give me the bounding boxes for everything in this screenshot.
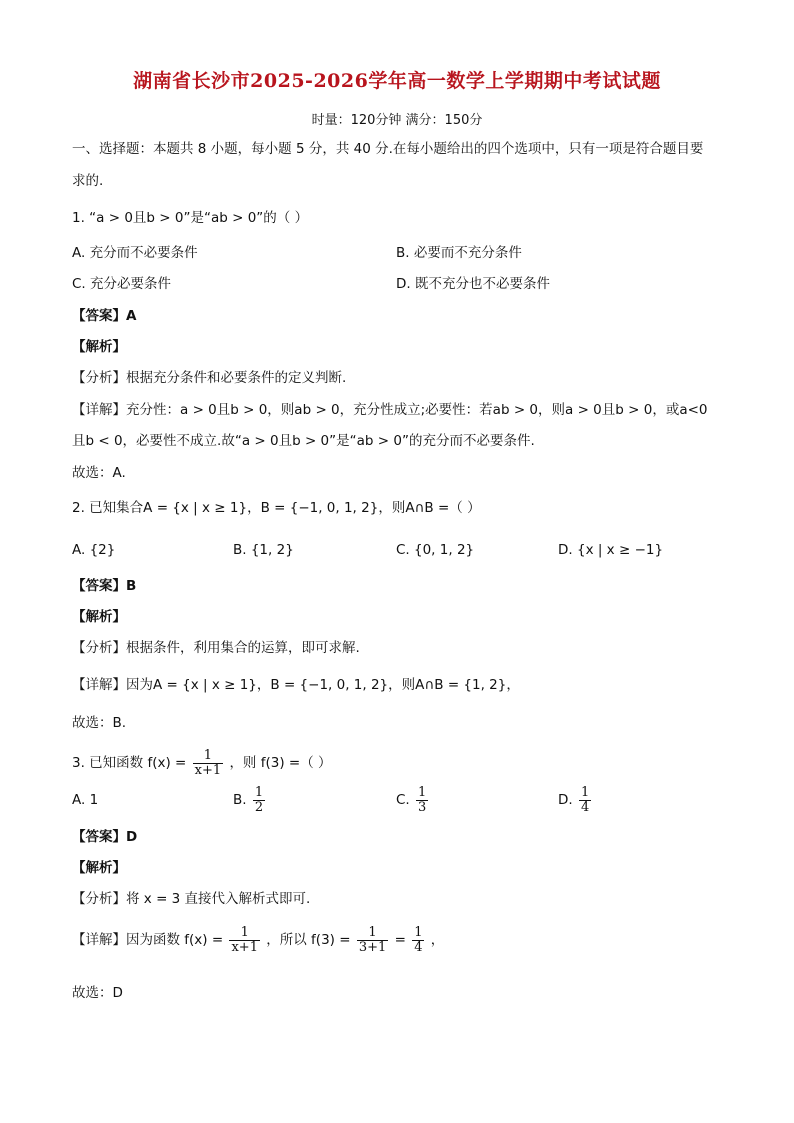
q3-option-b-label: B.	[233, 792, 247, 808]
q3-stem-suffix: ，则 f(3) =（ ）	[229, 755, 332, 771]
q1-option-d: D. 既不充分也不必要条件	[396, 276, 550, 292]
q1-answer: 【答案】A	[72, 308, 137, 324]
q3-option-d	[558, 782, 593, 818]
q1-option-b: B. 必要而不充分条件	[396, 245, 522, 261]
q3-option-d-label: D.	[558, 792, 573, 808]
q3-option-c-den: 3	[418, 799, 427, 815]
q3-option-b-fraction	[253, 786, 265, 815]
q3-xj-num-3: 1	[414, 924, 423, 940]
q2-option-d: D. {x | x ≥ −1}	[558, 542, 664, 558]
q2-option-b: B. {1, 2}	[233, 542, 294, 558]
q3-fenxi: 【分析】将 x = 3 直接代入解析式即可.	[72, 891, 311, 907]
q2-jiexi: 【解析】	[72, 609, 126, 625]
q3-stem-frac-num: 1	[193, 749, 224, 764]
q3-option-c-fraction	[416, 786, 428, 815]
q2-answer: 【答案】B	[72, 578, 137, 594]
q3-xj-num-2: 1	[357, 926, 388, 941]
q1-xiangjie-line2: 且b < 0，必要性不成立.故“a > 0且b > 0”是“ab > 0”的充分而不必要条件.	[72, 433, 535, 449]
q3-stem-fraction	[193, 749, 224, 778]
q3-xj-den-2: 3+1	[358, 939, 387, 955]
q3-xiangjie	[72, 922, 444, 958]
exam-meta: 时量：120分钟 满分：150分	[311, 113, 483, 128]
q3-xj-fraction-3	[412, 926, 424, 955]
section-heading-line1: 一、选择题：本题共 8 小题，每小题 5 分，共 40 分.在每小题给出的四个选项中，只有一项是符合题目要	[72, 141, 704, 157]
q3-option-a: A. 1	[72, 792, 99, 808]
q3-option-c	[396, 782, 430, 818]
q1-jiexi: 【解析】	[72, 339, 126, 355]
q1-xiangjie-line1: 【详解】充分性：a > 0且b > 0，则ab > 0，充分性成立;必要性：若ab > 0，则a > 0且b > 0，或a<0	[72, 402, 708, 418]
q3-stem-prefix: 3. 已知函数 f(x) =	[72, 755, 187, 771]
q3-stem-frac-den: x+1	[194, 762, 222, 778]
q3-option-b	[233, 782, 267, 818]
q3-xj-equals: =	[394, 932, 406, 948]
q2-xiangjie: 【详解】因为A = {x | x ≥ 1}，B = {−1, 0, 1, 2}，则A∩B = {1, 2}，	[72, 677, 520, 693]
q3-xj-fraction-1	[229, 926, 260, 955]
q3-xj-end: ，	[430, 932, 445, 948]
q3-guxuan: 故选：D	[72, 985, 123, 1001]
q3-option-d-den: 4	[580, 799, 590, 815]
q2-option-a: A. {2}	[72, 542, 116, 558]
q1-stem: 1. “a > 0且b > 0”是“ab > 0”的（ ）	[72, 210, 309, 226]
q3-option-b-den: 2	[254, 799, 264, 815]
q3-xj-fraction-2	[357, 926, 388, 955]
q1-option-a: A. 充分而不必要条件	[72, 245, 198, 261]
q3-option-b-num: 1	[254, 784, 264, 800]
q3-stem	[72, 745, 332, 781]
page-title: 湖南省长沙市2025-2026学年高一数学上学期期中考试试题	[133, 70, 661, 92]
q3-xj-den-1: x+1	[231, 939, 258, 955]
q3-option-d-num: 1	[580, 784, 590, 800]
q3-option-c-num: 1	[418, 784, 427, 800]
q3-xj-prefix: 【详解】因为函数 f(x) =	[72, 932, 224, 948]
q3-xj-den-3: 4	[414, 939, 423, 955]
section-heading-line2: 求的.	[72, 173, 104, 189]
q2-guxuan: 故选：B.	[72, 715, 127, 731]
q3-xj-num-1: 1	[229, 926, 260, 941]
q2-stem: 2. 已知集合A = {x | x ≥ 1}，B = {−1, 0, 1, 2}，则A∩B =（ ）	[72, 500, 481, 516]
q1-guxuan: 故选：A.	[72, 465, 126, 481]
q3-option-c-label: C.	[396, 792, 410, 808]
q3-xj-middle: ，所以 f(3) =	[266, 932, 351, 948]
q2-fenxi: 【分析】根据条件，利用集合的运算，即可求解.	[72, 640, 360, 656]
q1-fenxi: 【分析】根据充分条件和必要条件的定义判断.	[72, 370, 347, 386]
q3-jiexi: 【解析】	[72, 860, 126, 876]
q3-answer: 【答案】D	[72, 829, 138, 845]
q2-option-c: C. {0, 1, 2}	[396, 542, 475, 558]
q1-option-c: C. 充分必要条件	[72, 276, 172, 292]
q3-option-d-fraction	[579, 786, 591, 815]
